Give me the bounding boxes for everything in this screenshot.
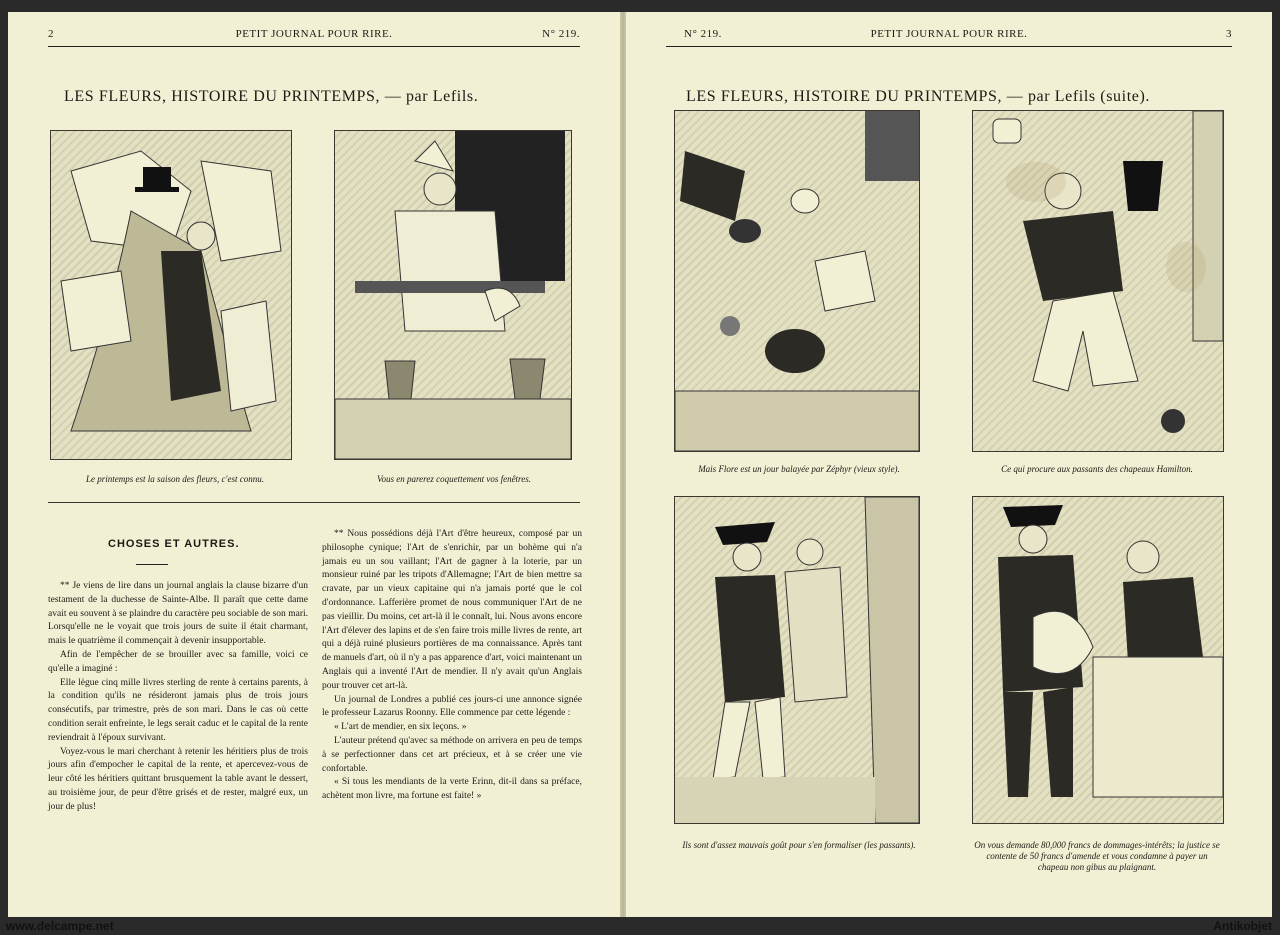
paragraph: « L'art de mendier, en six leçons. »	[334, 722, 467, 733]
illustration-panel	[972, 496, 1224, 824]
running-title: PETIT JOURNAL POUR RIRE.	[870, 28, 1028, 40]
paragraph: ** Je viens de lire dans un journal anglais la clause bizarre d'un testament de la duchesse de Sainte-Albe. Il paraît que cette dame avait eu souvent à se plaindre du caractère peu sociable de son mari. Lorsqu'elle ne le voyait que trois jours de suite il était charmant, mais le quatrième il commençait à devenir insupportable.	[48, 581, 308, 647]
right-page	[626, 12, 1272, 917]
caption: Le printemps est la saison des fleurs, c'est connu.	[86, 474, 264, 484]
page-number: 3	[1226, 28, 1232, 40]
paragraph: Voyez-vous le mari cherchant à retenir les héritiers plus de trois jours afin d'empocher le capital de la rente, et apercevez-vous de leur côté les héritiers quittant brusquement la table avant le dessert, au troisième jour, de peur d'être grisés et de rester, malgré eux, un jour de plus!	[48, 746, 308, 812]
watermark-delcampe: www.delcampe.net	[6, 919, 114, 933]
caption: On vous demande 80,000 francs de dommages-intérêts; la justice se contente de 50 francs d'amende et vous condamne à payer un chapeau non gibus au plaignant.	[974, 840, 1220, 872]
watermark-antikobjet: Antikobjet	[1213, 919, 1272, 933]
caption: Mais Flore est un jour balayée par Zéphyr (vieux style).	[698, 464, 900, 474]
illustration-court-scene	[973, 497, 1223, 823]
left-page	[8, 12, 620, 917]
illustration-crowd-with-flowers	[51, 131, 291, 459]
article-column-1	[48, 580, 308, 815]
caption: Vous en parerez coquettement vos fenêtres.	[377, 474, 531, 484]
paragraph: Un journal de Londres a publié ces jours-ci une annonce signée le professeur Lazarus Roonny. Elle commence par cette légende :	[322, 694, 582, 719]
illustration-panel	[50, 130, 292, 460]
issue-number: N° 219.	[542, 28, 580, 40]
paper-stain	[1006, 162, 1066, 202]
right-running-header	[666, 26, 1232, 47]
caption: Ce qui procure aux passants des chapeaux Hamilton.	[1001, 464, 1193, 474]
page-number: 2	[48, 28, 54, 40]
paragraph: Afin de l'empêcher de se brouiller avec sa famille, voici ce qu'elle a imaginé :	[48, 649, 308, 674]
section-title: CHOSES ET AUTRES.	[108, 538, 240, 550]
running-title: PETIT JOURNAL POUR RIRE.	[235, 28, 393, 40]
illustration-offended-passants	[675, 497, 919, 823]
illustration-panel	[674, 496, 920, 824]
illustration-panel	[674, 110, 920, 452]
article-column-2	[322, 528, 582, 804]
section-title-rule	[136, 564, 168, 565]
paragraph: « Si tous les mendiants de la verte Erinn, dit-il dans sa préface, achètent mon livre, ma fortune est faite! »	[322, 777, 582, 802]
paragraph: Elle lègue cinq mille livres sterling de rente à certains parents, à la condition qu'ils ne résideront jamais plus de trois jours consécutifs, par trimestre, près de son mari. Dans le cas où cette condition serait enfreinte, le legs serait caduc et le capital de la rente reviendrait à l'époux survivant.	[48, 677, 308, 743]
issue-number: N° 219.	[684, 28, 722, 40]
left-running-header	[48, 26, 580, 47]
paragraph: ** Nous possédions déjà l'Art d'être heureux, composé par un philosophe cynique; l'Art de s'enrichir, par un bohème qui n'a jamais eu un sou vaillant; l'Art de gagner à la loterie, par un monsieur ruiné par les tripots d'Allemagne; l'Art de bien mettre sa cravate, par un vieux capitaine qui n'a jamais porté que le col d'ordonnance. Lafferière promet de nous communiquer l'Art de ne pas vieillir. Du moins, cet art-là il le connaît, lui. Nous avons encore l'Art d'élever des lapins et de s'en faire trois mille livres de rente, art qui a déjà ruiné plusieurs portières de ma connaissance. Après tant de manuels d'art, où il n'y a pas apparence d'art, voici maintenant un Anglais qui a inventé l'Art de mendier. Il n'y avait qu'un Anglais pour trouver cet art-là.	[322, 529, 582, 691]
caption: Ils sont d'assez mauvais goût pour s'en formaliser (les passants).	[682, 840, 916, 850]
headline: LES FLEURS, HISTOIRE DU PRINTEMPS, — par Lefils (suite).	[686, 88, 1150, 105]
illustration-falling-pots	[675, 111, 919, 451]
headline: LES FLEURS, HISTOIRE DU PRINTEMPS, — par Lefils.	[64, 88, 479, 105]
illustration-window-gardener	[335, 131, 571, 459]
paragraph: L'auteur prétend qu'avec sa méthode on arrivera en peu de temps à se perfectionner dans cet art précieux, et à se créer une vie confortable.	[322, 735, 582, 774]
section-divider	[48, 502, 580, 503]
illustration-panel	[334, 130, 572, 460]
paper-stain	[1166, 242, 1206, 292]
